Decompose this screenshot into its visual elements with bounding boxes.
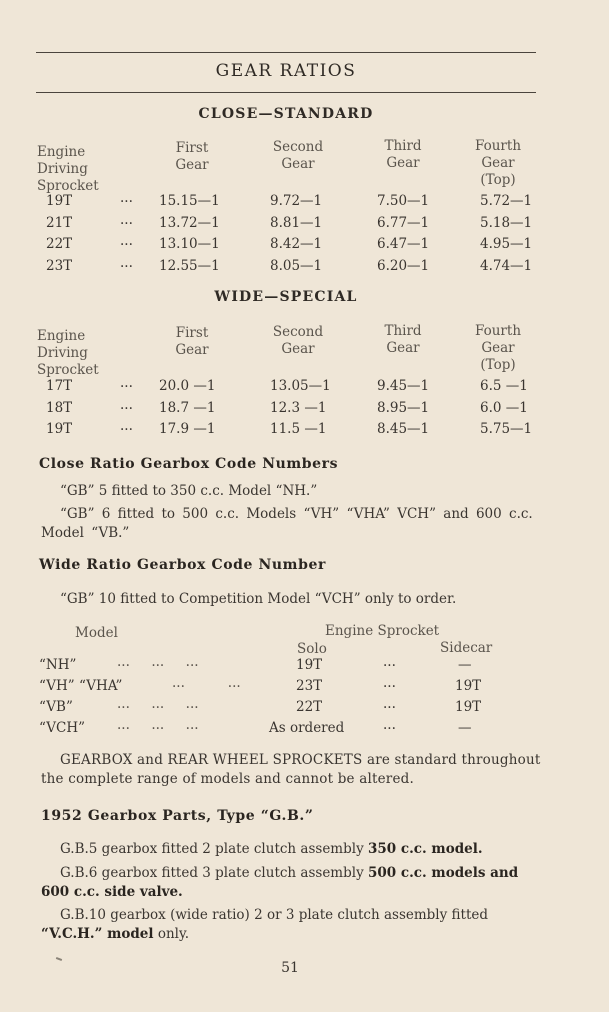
row-first-gear: 18.7 —1 <box>159 399 216 416</box>
row-sprocket: 23T <box>46 257 73 274</box>
row-second-gear: 11.5 —1 <box>270 421 327 437</box>
row-sprocket: 18T <box>46 399 73 416</box>
row-third-gear: 8.45—1 <box>377 421 430 437</box>
model-leaders: ... ... <box>172 675 241 691</box>
close-codes-line2: “GB” 6 fitted to 500 c.c. Models “VH” “VHA” VCH” and 600 c.c. Model “VB.” <box>41 506 533 541</box>
parts-p1-text: G.B.5 gearbox fitted 2 plate clutch assembly <box>60 841 368 857</box>
solo-leader: ... <box>383 696 396 712</box>
solo-leader: ... <box>383 654 396 670</box>
row-fourth-gear: 6.0 —1 <box>480 399 528 416</box>
close-col-first-header: First Gear <box>175 140 209 173</box>
model-leaders: ... ... ... <box>117 696 199 712</box>
parts-p1-bold: 350 c.c. model. <box>367 841 483 857</box>
row-second-gear: 8.42—1 <box>270 236 323 252</box>
row-sprocket: 19T <box>46 421 73 437</box>
solo-sprocket: 19T <box>296 657 323 673</box>
row-second-gear: 12.3 —1 <box>270 399 327 416</box>
wide-codes-line1: “GB” 10 fitted to Competition Model “VCH” only to order. <box>60 591 457 607</box>
sidecar-sprocket: 19T <box>455 699 482 715</box>
sidecar-header: Sidecar <box>440 640 493 656</box>
row-fourth-gear: 6.5 —1 <box>480 378 528 394</box>
wide-col-third-header: Third Gear <box>384 323 422 356</box>
parts-paragraph-2 <box>41 864 546 902</box>
page-title: GEAR RATIOS <box>215 61 357 81</box>
parts-p3-tail: only. <box>153 926 190 942</box>
close-codes-heading: Close Ratio Gearbox Code Numbers <box>39 456 339 472</box>
row-first-gear: 20.0 —1 <box>159 378 216 394</box>
row-third-gear: 7.50—1 <box>377 193 430 209</box>
wide-col-sprocket-header: Engine Driving Sprocket <box>37 328 99 378</box>
row-third-gear: 8.95—1 <box>377 399 430 416</box>
model-leaders: ... ... ... <box>117 654 199 670</box>
row-leader: ... <box>120 254 133 271</box>
row-fourth-gear: 5.75—1 <box>480 421 533 437</box>
solo-leader: ... <box>383 675 396 691</box>
model-name: “VH” “VHA” <box>39 678 123 694</box>
row-third-gear: 6.77—1 <box>377 214 430 231</box>
row-sprocket: 22T <box>46 236 73 252</box>
model-leaders: ... ... ... <box>117 717 199 733</box>
sidecar-sprocket: — <box>458 720 472 736</box>
close-col-second-header: Second Gear <box>272 139 324 172</box>
row-third-gear: 9.45—1 <box>377 378 430 394</box>
row-leader: ... <box>120 375 133 391</box>
parts-p2-text: G.B.6 gearbox fitted 3 plate clutch assembly <box>60 865 368 881</box>
row-second-gear: 8.81—1 <box>270 214 323 231</box>
row-sprocket: 19T <box>46 193 73 209</box>
row-fourth-gear: 4.74—1 <box>480 257 533 274</box>
wide-col-first-header: First Gear <box>175 325 209 358</box>
parts-p2-bold: 500 c.c. models and 600 c.c. side valve. <box>41 865 519 900</box>
sidecar-sprocket: — <box>458 657 472 673</box>
model-name: “NH” <box>39 657 77 673</box>
solo-sprocket: 22T <box>296 699 323 715</box>
wide-special-heading: WIDE—SPECIAL <box>214 289 358 305</box>
row-second-gear: 13.05—1 <box>270 378 331 394</box>
close-col-third-header: Third Gear <box>384 138 422 171</box>
parts-heading: 1952 Gearbox Parts, Type “G.B.” <box>41 808 314 824</box>
row-fourth-gear: 4.95—1 <box>480 236 533 252</box>
row-sprocket: 21T <box>46 214 73 231</box>
row-leader: ... <box>120 418 133 434</box>
row-leader: ... <box>120 233 133 249</box>
close-standard-heading: CLOSE—STANDARD <box>198 106 374 122</box>
row-first-gear: 15.15—1 <box>159 193 220 209</box>
row-second-gear: 9.72—1 <box>270 193 323 209</box>
parts-paragraph-1 <box>60 840 483 859</box>
solo-header: Solo <box>297 641 327 657</box>
wide-codes-heading: Wide Ratio Gearbox Code Number <box>39 557 326 573</box>
close-col-fourth-header: Fourth Gear (Top) <box>474 138 522 188</box>
row-second-gear: 8.05—1 <box>270 257 323 274</box>
solo-sprocket: As ordered <box>269 720 345 736</box>
model-header: Model <box>75 625 118 641</box>
row-leader: ... <box>120 211 133 228</box>
parts-p3-bold: “V.C.H.” model <box>41 926 154 942</box>
sidecar-sprocket: 19T <box>455 678 482 694</box>
row-fourth-gear: 5.72—1 <box>480 193 533 209</box>
row-sprocket: 17T <box>46 378 73 394</box>
parts-paragraph-3 <box>41 906 546 944</box>
top-rule <box>36 52 536 53</box>
wide-col-fourth-header: Fourth Gear (Top) <box>474 323 522 373</box>
engine-sprocket-header: Engine Sprocket <box>325 623 440 639</box>
page-number: 51 <box>281 960 299 976</box>
sprockets-note: GEARBOX and REAR WHEEL SPROCKETS are standard throughout the complete range of models and cannot be altered. <box>41 752 541 787</box>
model-name: “VB” <box>39 699 73 715</box>
row-first-gear: 12.55—1 <box>159 257 220 274</box>
row-leader: ... <box>120 396 133 413</box>
row-leader: ... <box>120 190 133 206</box>
close-codes-line1: “GB” 5 fitted to 350 c.c. Model “NH.” <box>60 483 318 499</box>
parts-p3-text: G.B.10 gearbox (wide ratio) 2 or 3 plate clutch assembly fitted <box>60 907 489 923</box>
row-first-gear: 17.9 —1 <box>159 421 216 437</box>
row-fourth-gear: 5.18—1 <box>480 214 533 231</box>
row-third-gear: 6.47—1 <box>377 236 430 252</box>
row-first-gear: 13.72—1 <box>159 214 220 231</box>
close-col-sprocket-header: Engine Driving Sprocket <box>37 144 99 194</box>
wide-col-second-header: Second Gear <box>272 324 324 357</box>
solo-sprocket: 23T <box>296 678 323 694</box>
row-first-gear: 13.10—1 <box>159 236 220 252</box>
solo-leader: ... <box>383 717 396 733</box>
title-rule <box>36 92 536 93</box>
model-name: “VCH” <box>39 720 86 736</box>
row-third-gear: 6.20—1 <box>377 257 430 274</box>
